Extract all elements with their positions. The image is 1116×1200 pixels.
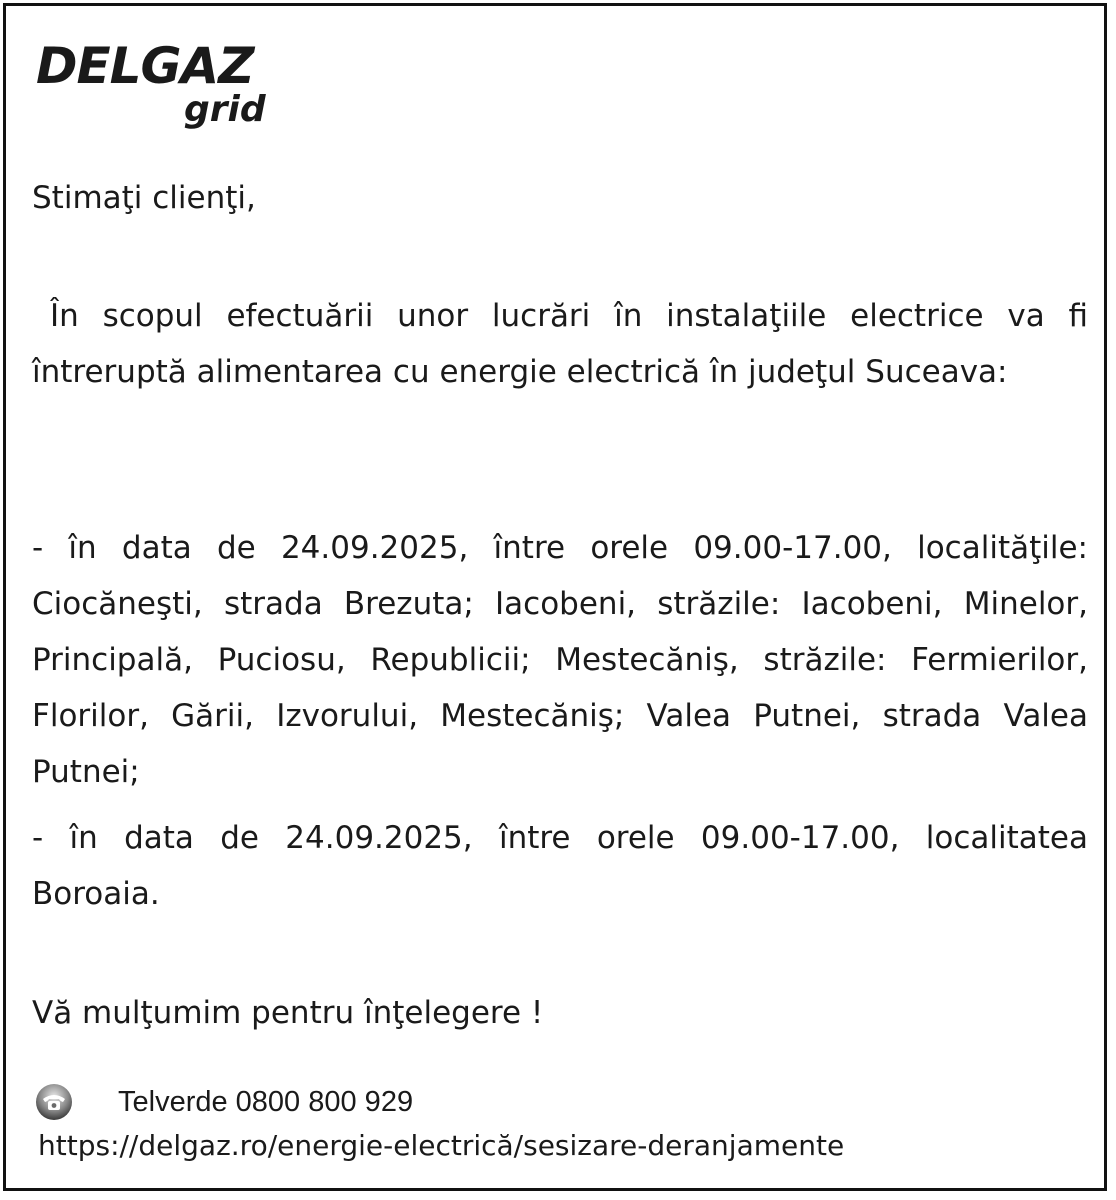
phone-icon	[34, 1082, 74, 1122]
delgaz-grid-logo	[36, 38, 286, 138]
logo-subtitle: grid	[184, 89, 266, 130]
phone-contact	[34, 1078, 634, 1122]
greeting: Stimaţi clienţi,	[32, 180, 256, 216]
report-url[interactable]: https://delgaz.ro/energie-electrică/sesizare-deranjamente	[38, 1129, 845, 1162]
outage-item-2: - în data de 24.09.2025, între orele 09.00-17.00, localitatea Boroaia.	[32, 820, 1088, 912]
outage-item-1: - în data de 24.09.2025, între orele 09.00-17.00, localităţile: Ciocăneşti, strada Brezuta; Iacobeni, străzile: Iacobeni, Minelor, Principală, Puciosu, Republicii; Mestecăniş, străzile: Fermierilor, Florilor, Gării, Izvorului, Mestecăniş; Valea Putnei, strada Valea Putnei;	[32, 530, 1088, 790]
intro-paragraph: În scopul efectuării unor lucrări în instalaţiile electrice va fi întreruptă alimentarea cu energie electrică în judeţul Suceava:	[32, 298, 1088, 390]
closing-line: Vă mulţumim pentru înţelegere !	[32, 995, 544, 1031]
phone-number: Telverde 0800 800 929	[118, 1086, 414, 1118]
logo-wordmark: DELGAZ	[36, 37, 254, 95]
